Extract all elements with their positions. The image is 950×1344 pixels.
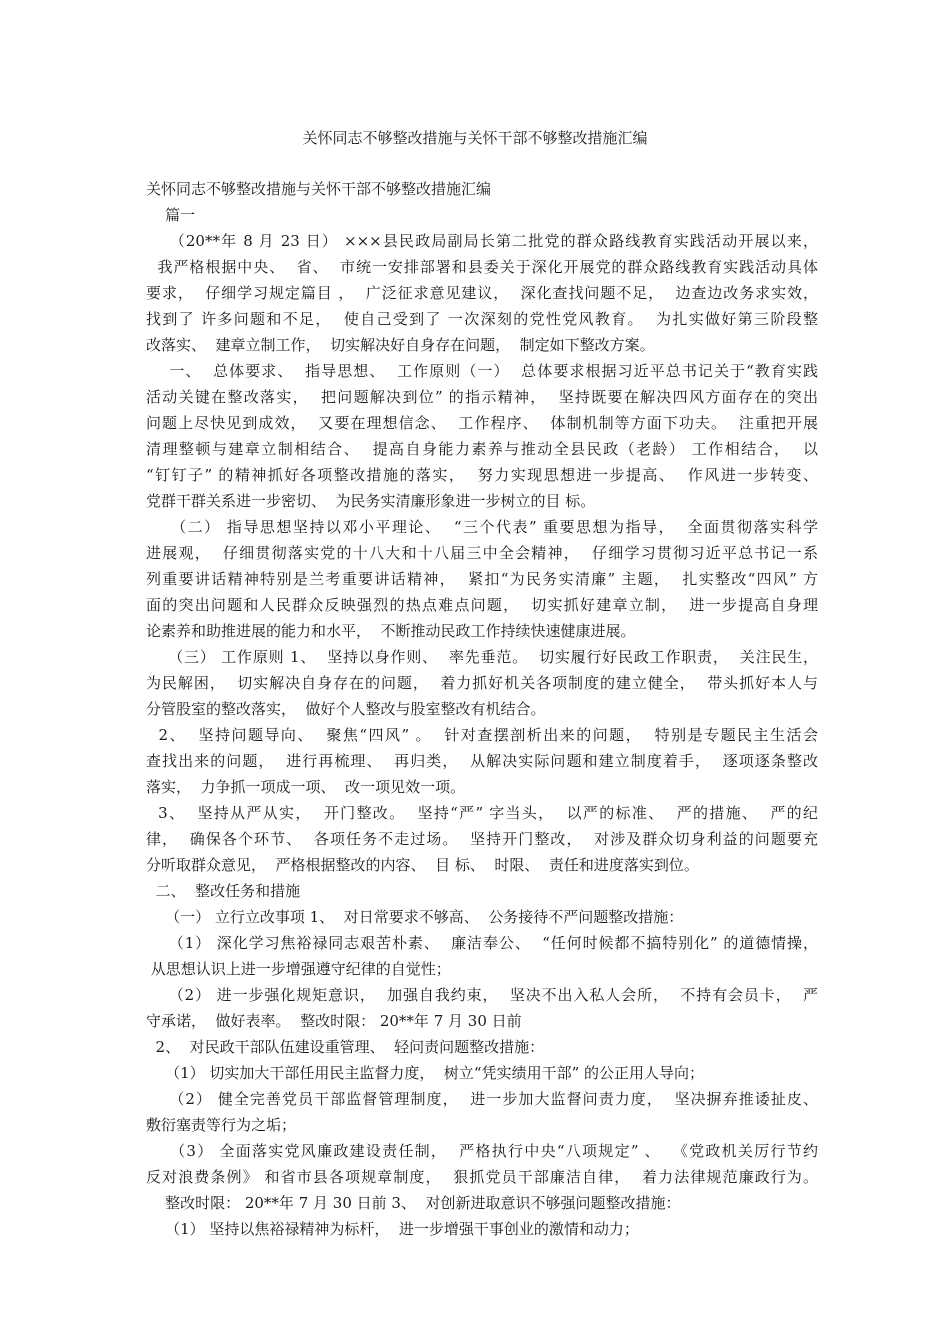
text-line: 2、 坚持问题导向、 聚焦“四风” 。 针对查摆剖析出来的问题， 特别是专题民主生活会 bbox=[146, 726, 818, 744]
text-line: 分管股室的整改落实， 做好个人整改与股室整改有机结合。 bbox=[146, 700, 546, 718]
text-line: 守承诺， 做好表率。 整改时限： 20**年 7 月 30 日前 bbox=[146, 1012, 522, 1030]
text-line: 找到了 许多问题和不足， 使自己受到了 一次深刻的党性党风教育。 为扎实做好第三阶段整 bbox=[146, 310, 818, 328]
text-line: 关怀同志不够整改措施与关怀干部不够整改措施汇编 bbox=[146, 180, 492, 198]
text-line: “钉钉子” 的精神抓好各项整改措施的落实， 努力实现思想进一步提高、 作风进一步转变、 bbox=[146, 466, 818, 484]
text-line: 分听取群众意见， 严格根据整改的内容、 目 标、 时限、 责任和进度落实到位。 bbox=[146, 856, 699, 874]
document-body bbox=[146, 176, 818, 1242]
text-line: 论素养和助推进展的能力和水平， 不断推动民政工作持续快速健康进展。 bbox=[146, 622, 636, 640]
text-line: （3） 全面落实党风廉政建设责任制， 严格执行中央“八项规定” 、 《党政机关厉行节约 bbox=[146, 1142, 818, 1160]
text-line: 二、 整改任务和措施 bbox=[146, 882, 301, 900]
text-line: （2） 健全完善党员干部监督管理制度， 进一步加大监督问责力度， 坚决摒弃推诿扯皮、 bbox=[146, 1090, 818, 1108]
text-line: （三） 工作原则 1、 坚持以身作则、 率先垂范。 切实履行好民政工作职责， 关注民生， bbox=[146, 648, 818, 666]
text-line: 清理整顿与建章立制相结合、 提高自身能力素养与推动全县民政（老龄） 工作相结合， 以 bbox=[146, 440, 818, 458]
text-line: 反对浪费条例》 和省市县各项规章制度， 狠抓党员干部廉洁自律， 着力法律规范廉政行为。 bbox=[146, 1168, 818, 1186]
text-line: （二） 指导思想坚持以邓小平理论、 “三个代表” 重要思想为指导， 全面贯彻落实科学 bbox=[146, 518, 818, 536]
document-title: 关怀同志不够整改措施与关怀干部不够整改措施汇编 bbox=[302, 129, 648, 147]
text-line: 整改时限： 20**年 7 月 30 日前 3、 对创新进取意识不够强问题整改措施： bbox=[146, 1194, 681, 1212]
text-line: 律， 确保各个环节、 各项任务不走过场。 坚持开门整改， 对涉及群众切身利益的问题要充 bbox=[146, 830, 818, 848]
text-line: 为民解困， 切实解决自身存在的问题， 着力抓好机关各项制度的建立健全， 带头抓好本人与 bbox=[146, 674, 818, 692]
text-line: 敷衍塞责等行为之垢； bbox=[146, 1116, 297, 1134]
text-line: 党群干群关系进一步密切、 为民务实清廉形象进一步树立的目 标。 bbox=[146, 492, 596, 510]
text-line: （1） 坚持以焦裕禄精神为标杆， 进一步增强干事创业的激情和动力； bbox=[146, 1220, 639, 1238]
text-line: 查找出来的问题， 进行再梳理、 再归类， 从解决实际问题和建立制度着手， 逐项逐条整改 bbox=[146, 752, 818, 770]
text-line: 一、 总体要求、 指导思想、 工作原则（一） 总体要求根据习近平总书记关于“教育实践 bbox=[146, 362, 818, 380]
text-line: 3、 坚持从严从实， 开门整改。 坚持“严” 字当头， 以严的标准、 严的措施、 严的纪 bbox=[146, 804, 818, 822]
text-line: 我严格根据中央、 省、 市统一安排部署和县委关于深化开展党的群众路线教育实践活动具体 bbox=[146, 258, 818, 276]
text-line: 面的突出问题和人民群众反映强烈的热点难点问题， 切实抓好建章立制， 进一步提高自身理 bbox=[146, 596, 818, 614]
text-line: 篇一 bbox=[146, 206, 196, 224]
text-line: （20**年 8 月 23 日） ×××县民政局副局长第二批党的群众路线教育实践活动开展以来， bbox=[146, 232, 818, 250]
text-line: （一） 立行立改事项 1、 对日常要求不够高、 公务接待不严问题整改措施： bbox=[146, 908, 684, 926]
text-line: 2、 对民政干部队伍建设重管理、 轻问责问题整改措施： bbox=[146, 1038, 545, 1056]
text-line: 要求， 仔细学习规定篇目 ， 广泛征求意见建议， 深化查找问题不足， 边查边改务求实效， bbox=[146, 284, 818, 302]
text-line: （1） 切实加大干部任用民主监督力度， 树立“凭实绩用干部” 的公正用人导向； bbox=[146, 1064, 705, 1082]
text-line: （1） 深化学习焦裕禄同志艰苦朴素、 廉洁奉公、 “任何时候都不搞特别化” 的道德情操， bbox=[146, 934, 818, 952]
text-line: 落实， 力争抓一项成一项、 改一项见效一项。 bbox=[146, 778, 466, 796]
text-line: 改落实、 建章立制工作， 切实解决好自身存在问题， 制定如下整改方案。 bbox=[146, 336, 655, 354]
text-line: 从思想认识上进一步增强遵守纪律的自觉性； bbox=[146, 960, 451, 978]
text-line: 问题上尽快见到成效， 又要在理想信念、 工作程序、 体制机制等方面下功夫。 注重把开展 bbox=[146, 414, 818, 432]
text-line: 活动关键在整改落实， 把问题解决到位” 的指示精神， 坚持既要在解决四风方面存在的突出 bbox=[146, 388, 818, 406]
text-line: 进展观， 仔细贯彻落实党的十八大和十八届三中全会精神， 仔细学习贯彻习近平总书记一系 bbox=[146, 544, 818, 562]
text-line: 列重要讲话精神特别是兰考重要讲话精神， 紧扣“为民务实清廉” 主题， 扎实整改“四风” 方 bbox=[146, 570, 818, 588]
text-line: （2） 进一步强化规矩意识， 加强自我约束， 坚决不出入私人会所， 不持有会员卡， 严 bbox=[146, 986, 818, 1004]
